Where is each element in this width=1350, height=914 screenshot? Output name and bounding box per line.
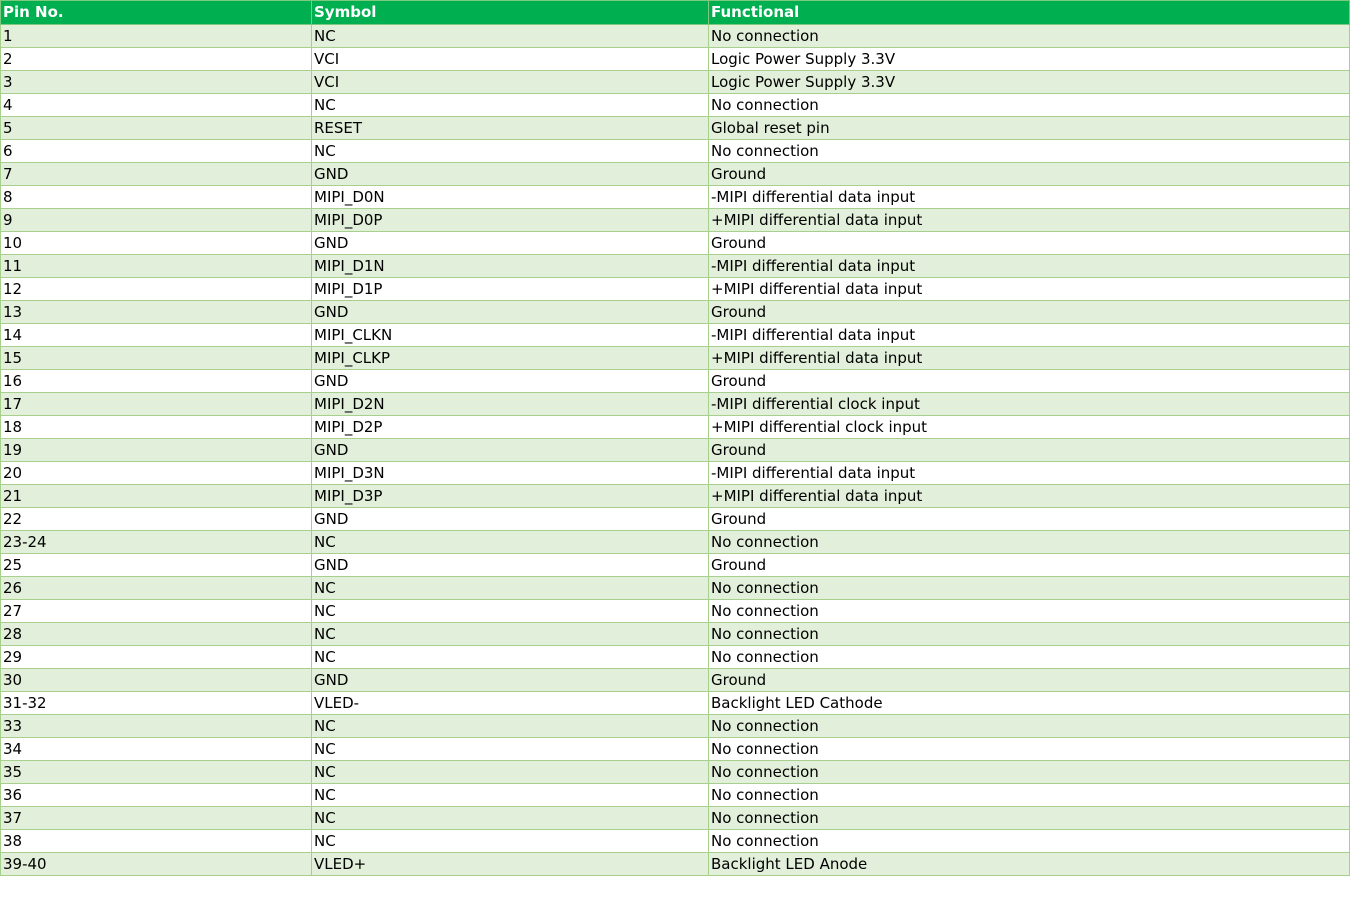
function-cell: No connection xyxy=(709,830,1350,853)
pin-number-cell: 26 xyxy=(1,577,312,600)
table-row xyxy=(1,94,1350,117)
symbol-cell: NC xyxy=(312,94,709,117)
function-cell: Ground xyxy=(709,508,1350,531)
pin-number-cell: 18 xyxy=(1,416,312,439)
table-row xyxy=(1,807,1350,830)
table-row xyxy=(1,416,1350,439)
table-row xyxy=(1,48,1350,71)
table-row xyxy=(1,692,1350,715)
symbol-cell: RESET xyxy=(312,117,709,140)
table-row xyxy=(1,163,1350,186)
function-cell: Ground xyxy=(709,232,1350,255)
function-cell: No connection xyxy=(709,761,1350,784)
function-cell: Ground xyxy=(709,554,1350,577)
function-cell: No connection xyxy=(709,25,1350,48)
pin-number-cell: 36 xyxy=(1,784,312,807)
pin-number-cell: 39-40 xyxy=(1,853,312,876)
pin-number-cell: 17 xyxy=(1,393,312,416)
symbol-cell: MIPI_D1P xyxy=(312,278,709,301)
table-row xyxy=(1,830,1350,853)
symbol-cell: MIPI_D2P xyxy=(312,416,709,439)
table-row xyxy=(1,186,1350,209)
table-row xyxy=(1,324,1350,347)
pin-number-cell: 7 xyxy=(1,163,312,186)
pin-number-cell: 16 xyxy=(1,370,312,393)
table-row xyxy=(1,370,1350,393)
header-pin-no: Pin No. xyxy=(1,1,312,25)
function-cell: Ground xyxy=(709,669,1350,692)
header-symbol: Symbol xyxy=(312,1,709,25)
symbol-cell: NC xyxy=(312,577,709,600)
table-row xyxy=(1,669,1350,692)
function-cell: +MIPI differential data input xyxy=(709,347,1350,370)
table-row xyxy=(1,623,1350,646)
symbol-cell: GND xyxy=(312,554,709,577)
pin-number-cell: 38 xyxy=(1,830,312,853)
table-row xyxy=(1,784,1350,807)
symbol-cell: VLED- xyxy=(312,692,709,715)
table-row xyxy=(1,278,1350,301)
pin-number-cell: 9 xyxy=(1,209,312,232)
pin-number-cell: 20 xyxy=(1,462,312,485)
pin-number-cell: 12 xyxy=(1,278,312,301)
symbol-cell: NC xyxy=(312,140,709,163)
table-row xyxy=(1,738,1350,761)
table-row xyxy=(1,554,1350,577)
table-row xyxy=(1,393,1350,416)
table-row xyxy=(1,117,1350,140)
symbol-cell: GND xyxy=(312,508,709,531)
table-row xyxy=(1,761,1350,784)
pin-number-cell: 35 xyxy=(1,761,312,784)
function-cell: No connection xyxy=(709,577,1350,600)
pin-number-cell: 23-24 xyxy=(1,531,312,554)
pin-number-cell: 34 xyxy=(1,738,312,761)
pin-number-cell: 37 xyxy=(1,807,312,830)
table-row xyxy=(1,232,1350,255)
pin-number-cell: 30 xyxy=(1,669,312,692)
pin-number-cell: 29 xyxy=(1,646,312,669)
pin-number-cell: 3 xyxy=(1,71,312,94)
symbol-cell: MIPI_CLKN xyxy=(312,324,709,347)
symbol-cell: MIPI_D3P xyxy=(312,485,709,508)
symbol-cell: NC xyxy=(312,761,709,784)
symbol-cell: MIPI_CLKP xyxy=(312,347,709,370)
header-functional: Functional xyxy=(709,1,1350,25)
table-row xyxy=(1,646,1350,669)
function-cell: Backlight LED Cathode xyxy=(709,692,1350,715)
function-cell: -MIPI differential data input xyxy=(709,324,1350,347)
symbol-cell: NC xyxy=(312,830,709,853)
function-cell: Global reset pin xyxy=(709,117,1350,140)
pin-number-cell: 21 xyxy=(1,485,312,508)
function-cell: Ground xyxy=(709,439,1350,462)
pin-number-cell: 8 xyxy=(1,186,312,209)
pin-number-cell: 5 xyxy=(1,117,312,140)
function-cell: No connection xyxy=(709,715,1350,738)
table-body xyxy=(1,25,1350,876)
symbol-cell: GND xyxy=(312,301,709,324)
symbol-cell: NC xyxy=(312,531,709,554)
table-row xyxy=(1,715,1350,738)
function-cell: No connection xyxy=(709,738,1350,761)
symbol-cell: VCI xyxy=(312,71,709,94)
table-row xyxy=(1,71,1350,94)
table-row xyxy=(1,462,1350,485)
symbol-cell: MIPI_D0N xyxy=(312,186,709,209)
symbol-cell: NC xyxy=(312,600,709,623)
table-row xyxy=(1,25,1350,48)
function-cell: No connection xyxy=(709,807,1350,830)
table-row xyxy=(1,255,1350,278)
function-cell: Logic Power Supply 3.3V xyxy=(709,48,1350,71)
pin-number-cell: 27 xyxy=(1,600,312,623)
symbol-cell: NC xyxy=(312,784,709,807)
table-row xyxy=(1,347,1350,370)
table-header-row xyxy=(1,1,1350,25)
symbol-cell: VCI xyxy=(312,48,709,71)
pin-number-cell: 13 xyxy=(1,301,312,324)
table-row xyxy=(1,140,1350,163)
symbol-cell: GND xyxy=(312,370,709,393)
function-cell: +MIPI differential data input xyxy=(709,278,1350,301)
symbol-cell: VLED+ xyxy=(312,853,709,876)
function-cell: -MIPI differential data input xyxy=(709,462,1350,485)
function-cell: No connection xyxy=(709,94,1350,117)
pin-number-cell: 2 xyxy=(1,48,312,71)
symbol-cell: NC xyxy=(312,738,709,761)
symbol-cell: NC xyxy=(312,623,709,646)
table-row xyxy=(1,301,1350,324)
function-cell: +MIPI differential data input xyxy=(709,209,1350,232)
function-cell: Ground xyxy=(709,301,1350,324)
table-row xyxy=(1,508,1350,531)
function-cell: No connection xyxy=(709,531,1350,554)
symbol-cell: MIPI_D3N xyxy=(312,462,709,485)
symbol-cell: NC xyxy=(312,25,709,48)
function-cell: +MIPI differential data input xyxy=(709,485,1350,508)
pin-number-cell: 10 xyxy=(1,232,312,255)
function-cell: No connection xyxy=(709,784,1350,807)
pin-number-cell: 1 xyxy=(1,25,312,48)
symbol-cell: NC xyxy=(312,646,709,669)
table-row xyxy=(1,577,1350,600)
table-row xyxy=(1,531,1350,554)
pin-number-cell: 25 xyxy=(1,554,312,577)
symbol-cell: MIPI_D0P xyxy=(312,209,709,232)
function-cell: No connection xyxy=(709,623,1350,646)
symbol-cell: GND xyxy=(312,232,709,255)
table-row xyxy=(1,600,1350,623)
pin-number-cell: 14 xyxy=(1,324,312,347)
pin-number-cell: 22 xyxy=(1,508,312,531)
function-cell: No connection xyxy=(709,600,1350,623)
symbol-cell: NC xyxy=(312,807,709,830)
table-row xyxy=(1,485,1350,508)
pin-number-cell: 4 xyxy=(1,94,312,117)
symbol-cell: NC xyxy=(312,715,709,738)
pin-number-cell: 19 xyxy=(1,439,312,462)
function-cell: Logic Power Supply 3.3V xyxy=(709,71,1350,94)
function-cell: -MIPI differential data input xyxy=(709,255,1350,278)
table-row xyxy=(1,853,1350,876)
pin-number-cell: 6 xyxy=(1,140,312,163)
pin-number-cell: 28 xyxy=(1,623,312,646)
function-cell: +MIPI differential clock input xyxy=(709,416,1350,439)
pin-number-cell: 31-32 xyxy=(1,692,312,715)
symbol-cell: GND xyxy=(312,439,709,462)
table-row xyxy=(1,209,1350,232)
pin-number-cell: 15 xyxy=(1,347,312,370)
table-row xyxy=(1,439,1350,462)
function-cell: Ground xyxy=(709,370,1350,393)
symbol-cell: GND xyxy=(312,163,709,186)
function-cell: Ground xyxy=(709,163,1350,186)
pin-number-cell: 33 xyxy=(1,715,312,738)
function-cell: -MIPI differential data input xyxy=(709,186,1350,209)
symbol-cell: MIPI_D2N xyxy=(312,393,709,416)
function-cell: Backlight LED Anode xyxy=(709,853,1350,876)
symbol-cell: GND xyxy=(312,669,709,692)
pin-number-cell: 11 xyxy=(1,255,312,278)
symbol-cell: MIPI_D1N xyxy=(312,255,709,278)
function-cell: No connection xyxy=(709,646,1350,669)
function-cell: -MIPI differential clock input xyxy=(709,393,1350,416)
function-cell: No connection xyxy=(709,140,1350,163)
